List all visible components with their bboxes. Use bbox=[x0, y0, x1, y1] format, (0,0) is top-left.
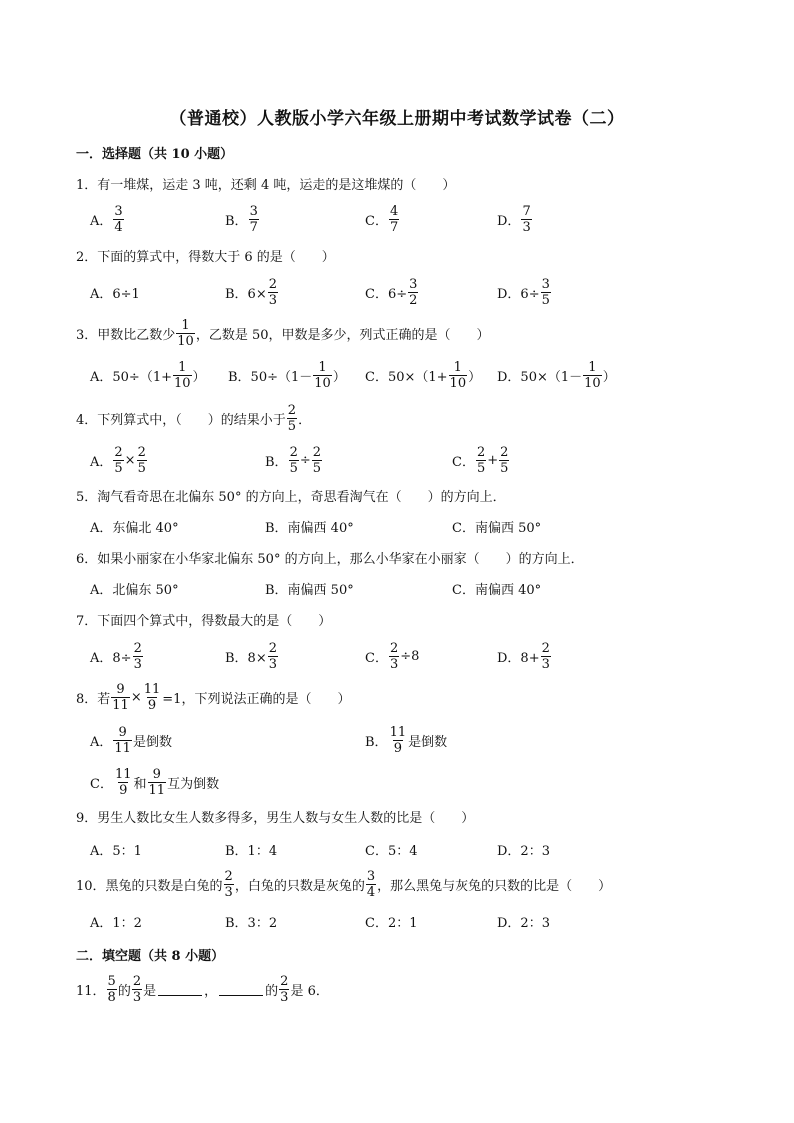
q7-option-c[interactable]: C． $\frac{2}{3}$ ÷8 bbox=[365, 640, 420, 672]
fraction: $\frac{9}{11}$ bbox=[148, 766, 166, 798]
q7-option-b[interactable]: B．8× $\frac{2}{3}$ bbox=[225, 640, 277, 672]
fraction: $\frac{2}{3}$ bbox=[280, 973, 289, 1005]
fraction: $\frac{9}{11}$ bbox=[112, 681, 129, 713]
q2-option-b[interactable]: B．6× $\frac{2}{3}$ bbox=[225, 276, 277, 308]
fraction: $\frac{2}{5}$ bbox=[289, 444, 298, 476]
question-10: 10．黑兔的只数是白兔的 $\frac{2}{3}$ ，白兔的只数是灰兔的 $\frac{3}{4}$ ，那么黑兔与灰兔的只数的比是（ ） bbox=[76, 868, 612, 900]
q2-option-c[interactable]: C．6÷ $\frac{3}{2}$ bbox=[365, 276, 418, 308]
q7-option-a[interactable]: A．8÷ $\frac{2}{3}$ bbox=[90, 640, 142, 672]
q5-option-a[interactable]: A．东偏北 40° bbox=[90, 520, 179, 536]
answer-blank[interactable] bbox=[219, 983, 263, 996]
q4-option-c[interactable]: C． $\frac{2}{5}$ + $\frac{2}{5}$ bbox=[452, 444, 509, 476]
question-7: 7．下面四个算式中，得数最大的是（ ） bbox=[76, 613, 332, 629]
q6-option-c[interactable]: C．南偏西 40° bbox=[452, 582, 542, 598]
q3-option-b[interactable]: B．50÷（1－ $\frac{1}{10}$ ） bbox=[228, 359, 346, 391]
q10-option-d[interactable]: D．2：3 bbox=[497, 915, 550, 931]
q6-option-a[interactable]: A．北偏东 50° bbox=[90, 582, 179, 598]
fraction: $\frac{2}{5}$ bbox=[476, 444, 486, 476]
question-3: 3．甲数比乙数少 $\frac{1}{10}$ ，乙数是 50，甲数是多少，列式正确的是（ ） bbox=[76, 317, 490, 349]
q5-option-c[interactable]: C．南偏西 50° bbox=[452, 520, 542, 536]
q1-option-b[interactable]: B． $\frac{3}{7}$ bbox=[225, 203, 258, 235]
q8-option-a[interactable]: A． $\frac{9}{11}$ 是倒数 bbox=[90, 724, 172, 756]
q1-option-d[interactable]: D． $\frac{7}{3}$ bbox=[497, 203, 531, 235]
section-heading-fill: 二．填空题（共 8 小题） bbox=[76, 948, 225, 964]
question-11: 11． $\frac{5}{8}$ 的 $\frac{2}{3}$ 是 ， 的 $\frac{2}{3}$ 是 6． bbox=[76, 973, 329, 1005]
fraction: $\frac{2}{3}$ bbox=[132, 973, 142, 1005]
fraction: $\frac{2}{5}$ bbox=[114, 444, 123, 476]
q10-option-b[interactable]: B．3：2 bbox=[225, 915, 278, 931]
fraction: $\frac{3}{5}$ bbox=[541, 276, 550, 308]
fraction: $\frac{2}{5}$ bbox=[287, 402, 297, 434]
q1-option-a[interactable]: A． $\frac{3}{4}$ bbox=[90, 203, 123, 235]
q5-option-b[interactable]: B．南偏西 40° bbox=[265, 520, 354, 536]
fraction: $\frac{1}{10}$ bbox=[449, 359, 467, 391]
fraction: $\frac{3}{7}$ bbox=[249, 203, 258, 235]
q4-option-b[interactable]: B． $\frac{2}{5}$ ÷ $\frac{2}{5}$ bbox=[265, 444, 322, 476]
q10-option-c[interactable]: C．2：1 bbox=[365, 915, 418, 931]
fraction: $\frac{11}{9}$ bbox=[143, 681, 161, 713]
question-8: 8．若 $\frac{9}{11}$ × $\frac{11}{9}$ =1，下列说法正确的是（ ） bbox=[76, 681, 351, 713]
fraction: $\frac{3}{4}$ bbox=[114, 203, 123, 235]
section-heading-choice: 一．选择题（共 10 小题） bbox=[76, 146, 234, 162]
fraction: $\frac{1}{10}$ bbox=[177, 317, 194, 349]
fraction: $\frac{2}{5}$ bbox=[312, 444, 322, 476]
question-9: 9．男生人数比女生人数多得多，男生人数与女生人数的比是（ ） bbox=[76, 810, 475, 826]
question-2: 2．下面的算式中，得数大于 6 的是（ ） bbox=[76, 249, 335, 265]
page-title: （普通校）人教版小学六年级上册期中考试数学试卷（二） bbox=[169, 109, 625, 129]
q4-option-a[interactable]: A． $\frac{2}{5}$ × $\frac{2}{5}$ bbox=[90, 444, 146, 476]
fraction: $\frac{1}{10}$ bbox=[174, 359, 191, 391]
q10-option-a[interactable]: A．1：2 bbox=[90, 915, 142, 931]
q2-option-a[interactable]: A．6÷1 bbox=[90, 286, 140, 302]
question-6: 6．如果小丽家在小华家北偏东 50° 的方向上，那么小华家在小丽家（ ）的方向上． bbox=[76, 551, 584, 567]
question-4: 4．下列算式中，（ ）的结果小于 $\frac{2}{5}$ ． bbox=[76, 402, 312, 434]
q3-option-d[interactable]: D．50×（1－ $\frac{1}{10}$ ） bbox=[497, 359, 616, 391]
q9-option-a[interactable]: A．5：1 bbox=[90, 843, 142, 859]
fraction: $\frac{2}{3}$ bbox=[133, 640, 142, 672]
question-1: 1．有一堆煤，运走 3 吨，还剩 4 吨，运走的是这堆煤的（ ） bbox=[76, 177, 456, 193]
q2-option-d[interactable]: D．6÷ $\frac{3}{5}$ bbox=[497, 276, 550, 308]
fraction: $\frac{11}{9}$ bbox=[114, 766, 132, 798]
q8-option-b[interactable]: B． $\frac{11}{9}$ 是倒数 bbox=[365, 724, 448, 756]
question-5: 5．淘气看奇思在北偏东 50° 的方向上，奇思看淘气在（ ）的方向上． bbox=[76, 489, 506, 505]
fraction: $\frac{2}{3}$ bbox=[268, 276, 277, 308]
fraction: $\frac{3}{4}$ bbox=[366, 868, 376, 900]
q9-option-d[interactable]: D．2：3 bbox=[497, 843, 550, 859]
q3-option-c[interactable]: C．50×（1+ $\frac{1}{10}$ ） bbox=[365, 359, 482, 391]
fraction: $\frac{1}{10}$ bbox=[584, 359, 601, 391]
fraction: $\frac{4}{7}$ bbox=[389, 203, 399, 235]
answer-blank[interactable] bbox=[158, 983, 202, 996]
fraction: $\frac{9}{11}$ bbox=[114, 724, 131, 756]
fraction: $\frac{7}{3}$ bbox=[522, 203, 531, 235]
fraction: $\frac{1}{10}$ bbox=[314, 359, 331, 391]
q8-option-c[interactable]: C． $\frac{11}{9}$ 和 $\frac{9}{11}$ 互为倒数 bbox=[90, 766, 220, 798]
fraction: $\frac{2}{3}$ bbox=[224, 868, 233, 900]
fraction: $\frac{11}{9}$ bbox=[389, 724, 407, 756]
q6-option-b[interactable]: B．南偏西 50° bbox=[265, 582, 354, 598]
fraction: $\frac{2}{3}$ bbox=[389, 640, 399, 672]
q9-option-c[interactable]: C．5：4 bbox=[365, 843, 418, 859]
q3-option-a[interactable]: A．50÷（1+ $\frac{1}{10}$ ） bbox=[90, 359, 206, 391]
fraction: $\frac{2}{3}$ bbox=[541, 640, 550, 672]
q9-option-b[interactable]: B．1：4 bbox=[225, 843, 278, 859]
fraction: $\frac{2}{3}$ bbox=[268, 640, 277, 672]
fraction: $\frac{5}{8}$ bbox=[107, 973, 116, 1005]
fraction: $\frac{2}{5}$ bbox=[500, 444, 509, 476]
q7-option-d[interactable]: D．8+ $\frac{2}{3}$ bbox=[497, 640, 550, 672]
q1-option-c[interactable]: C． $\frac{4}{7}$ bbox=[365, 203, 399, 235]
fraction: $\frac{2}{5}$ bbox=[137, 444, 146, 476]
fraction: $\frac{3}{2}$ bbox=[409, 276, 418, 308]
